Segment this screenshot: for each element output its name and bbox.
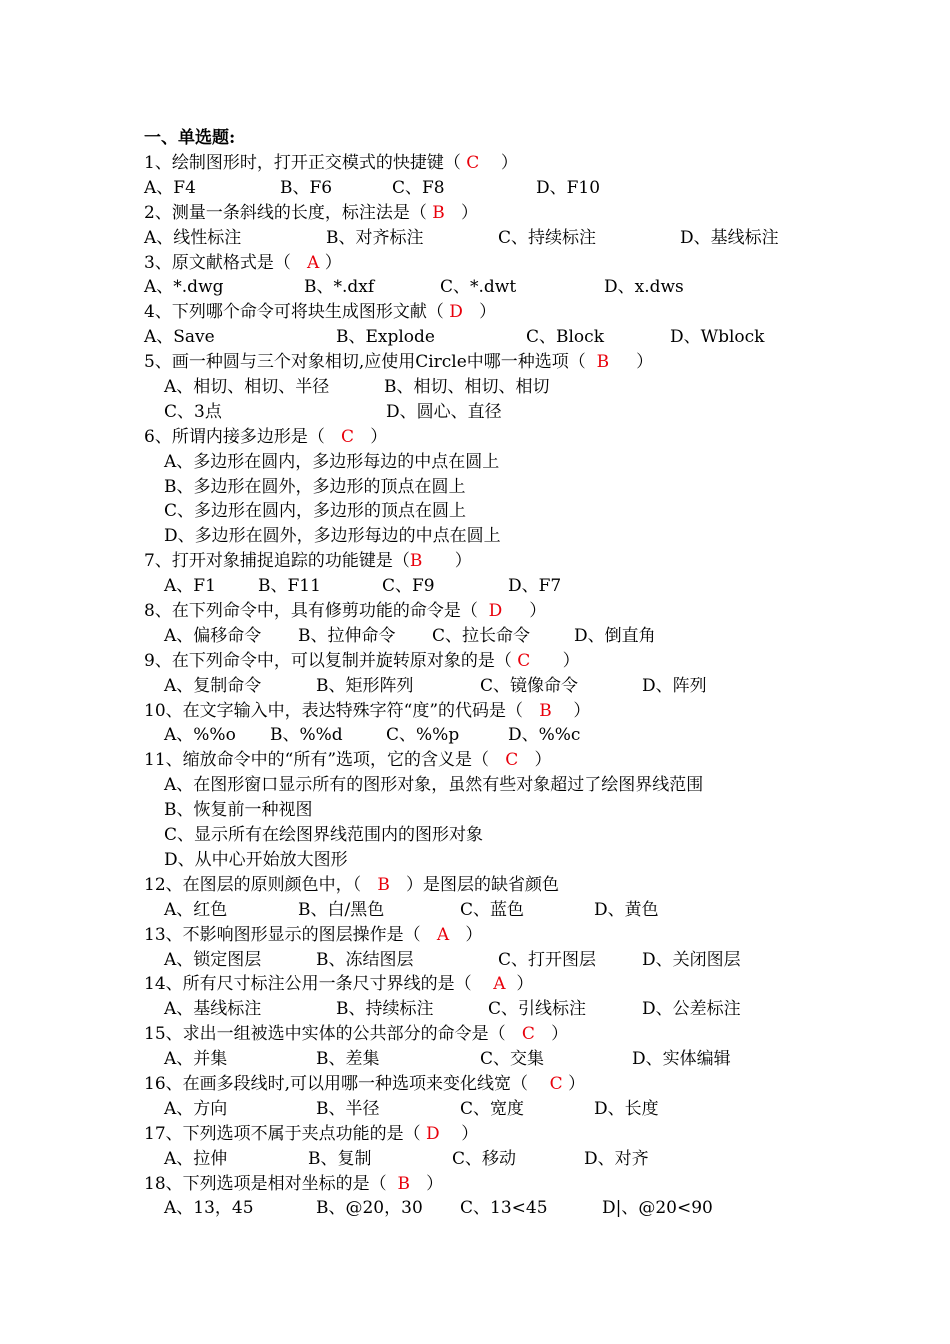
question-text-tail: ） [439,1123,479,1144]
option-text: A、F4 [144,177,196,198]
option-row [144,450,844,475]
question-stem [144,1022,844,1047]
option-text: A、*.dwg [144,277,224,298]
option-text: D、圆心、直径 [386,401,502,422]
option-text: A、偏移命令 [164,625,262,646]
option-row [144,400,844,425]
question-stem [144,425,844,450]
option-text: D、长度 [594,1098,659,1119]
option-text: C、引线标注 [488,999,587,1020]
question-text: 16、在画多段线时,可以用哪一种选项来变化线宽（ [144,1073,550,1094]
option-text: B、相切、相切、相切 [384,377,550,398]
option-text: C、3点 [164,401,222,422]
option-text: D、从中心开始放大图形 [164,849,348,870]
option-text: D|、@20<90 [602,1198,713,1219]
answer-mark: A [307,252,320,273]
question-text-tail: ） [609,352,654,373]
question-text-tail: ） [409,1173,444,1194]
option-row [144,325,844,350]
option-row [144,475,844,500]
option-row [144,948,844,973]
option-text: B、F6 [280,177,333,198]
question-text-tail: ）是图层的缺省颜色 [389,874,560,895]
option-text: A、复制命令 [164,675,262,696]
option-text: C、%%p [386,725,460,746]
answer-mark: B [397,1173,410,1194]
question-stem [144,1122,844,1147]
question-text-tail: ） [479,153,518,173]
option-text: B、半径 [316,1098,380,1119]
option-row [144,574,844,599]
question-text: 13、不影响图形显示的图层操作是（ [144,924,437,945]
option-text: D、对齐 [584,1148,649,1169]
question-text-tail: ） [462,302,497,323]
option-row [144,1147,844,1172]
question-text: 15、求出一组被选中实体的公共部分的命令是（ [144,1024,522,1045]
option-text: A、并集 [164,1049,228,1070]
question-text: 4、下列哪个命令可将块生成图形文献（ [144,302,450,323]
option-row [144,524,844,549]
option-text: B、%%d [270,725,343,746]
option-text: D、F10 [536,177,601,198]
option-row [144,823,844,848]
option-row [144,1047,844,1072]
option-text: B、对齐标注 [326,227,424,248]
option-row [144,624,844,649]
option-text: B、Explode [336,327,435,348]
option-text: B、持续标注 [336,999,434,1020]
question-stem [144,923,844,948]
question-text: 7、打开对象捕捉追踪的功能键是（ [144,551,410,572]
question-text-tail: ） [518,750,552,771]
question-text: 18、下列选项是相对坐标的是（ [144,1173,398,1194]
question-stem [144,972,844,997]
answer-mark: A [436,924,450,945]
question-text: 9、在下列命令中，可以复制并旋转原对象的是（ [144,650,518,671]
question-text-tail: ） [319,252,342,273]
question-text: 5、画一种圆与三个对象相切,应使用Circle中哪一种选项（ [144,352,597,373]
answer-mark: D [426,1123,440,1144]
question-text: 2、测量一条斜线的长度，标注法是（ [144,202,433,223]
option-text: B、矩形阵列 [316,675,414,696]
option-row [144,176,844,201]
option-text: C、13<45 [460,1198,548,1219]
option-text: D、Wblock [670,327,765,348]
option-text: C、Block [526,327,604,348]
option-text: A、%%o [164,725,236,746]
option-text: A、F1 [164,576,216,597]
option-text: C、交集 [480,1049,545,1070]
option-text: D、倒直角 [574,625,656,646]
question-text: 10、在文字输入中，表达特殊字符“度”的代码是（ [144,700,540,721]
option-text: A、拉伸 [164,1148,228,1169]
question-text: 14、所有尺寸标注公用一条尺寸界线的是（ [144,974,494,995]
option-text: A、多边形在圆内，多边形每边的中点在圆上 [164,451,500,472]
question-stem [144,201,844,226]
answer-mark: D [488,601,503,622]
question-stem [144,1172,844,1197]
option-text: A、线性标注 [144,227,242,248]
question-text: 3、原文献格式是（ [144,252,308,273]
option-text: A、基线标注 [164,999,262,1020]
question-text-tail: ） [444,202,478,223]
answer-mark: C [517,650,531,671]
option-row [144,275,844,300]
answer-mark: B [432,202,445,223]
option-text: B、差集 [316,1049,380,1070]
question-text: 1、绘制图形时，打开正交模式的快捷键（ [144,153,467,173]
option-text: B、复制 [308,1148,372,1169]
option-text: A、相切、相切、半径 [164,377,330,398]
answer-mark: B [377,874,390,895]
option-text: C、F8 [392,177,445,198]
option-text: D、实体编辑 [632,1049,731,1070]
question-text-tail: ） [530,650,580,671]
option-text: A、13，45 [164,1198,254,1219]
answer-mark: B [539,700,552,721]
question-text-tail: ） [502,601,547,622]
answer-mark: C [505,750,519,771]
question-text-tail: ） [422,551,472,572]
answer-mark: D [449,302,463,323]
document-page [144,126,844,1221]
question-stem [144,251,844,276]
option-text: C、打开图层 [498,949,597,970]
option-text: B、*.dxf [304,277,375,298]
question-stem [144,350,844,375]
answer-mark: B [596,352,610,373]
option-text: B、@20，30 [316,1198,423,1219]
option-row [144,674,844,699]
question-text-tail: ） [562,1073,586,1094]
option-text: B、冻结图层 [316,949,414,970]
option-text: D、基线标注 [680,227,779,248]
option-text: C、*.dwt [440,277,517,298]
option-row [144,798,844,823]
option-text: C、多边形在圆内，多边形的顶点在圆上 [164,501,467,522]
option-row [144,997,844,1022]
question-text: 17、下列选项不属于夹点功能的是（ [144,1123,427,1144]
section-title: 一、单选题: [144,128,236,148]
option-text: B、F11 [258,576,321,597]
question-stem [144,748,844,773]
option-text: C、显示所有在绘图界线范围内的图形对象 [164,825,484,846]
option-row [144,1196,844,1221]
question-stem [144,699,844,724]
answer-mark: C [341,426,355,447]
answer-mark: C [549,1073,563,1094]
question-stem [144,649,844,674]
option-text: A、红色 [164,899,228,920]
option-text: C、蓝色 [460,899,525,920]
question-text: 11、缩放命令中的“所有”选项，它的含义是（ [144,750,506,771]
question-text: 8、在下列命令中，具有修剪功能的命令是（ [144,601,489,622]
question-stem [144,599,844,624]
option-text: D、F7 [508,576,562,597]
option-row [144,499,844,524]
option-row [144,848,844,873]
question-text-tail: ） [534,1024,569,1045]
option-row [144,898,844,923]
option-row [144,375,844,400]
option-row [144,773,844,798]
option-text: C、持续标注 [498,227,597,248]
option-text: D、多边形在圆外，多边形每边的中点在圆上 [164,526,501,547]
question-text-tail: ） [505,974,534,995]
option-text: D、关闭图层 [642,949,741,970]
option-text: C、F9 [382,576,435,597]
question-stem [144,873,844,898]
option-text: D、%%c [508,725,581,746]
option-text: C、移动 [452,1148,517,1169]
question-text-tail: ） [354,426,388,447]
option-text: D、阵列 [642,675,707,696]
question-text-tail: ） [449,924,483,945]
question-stem [144,1072,844,1097]
option-text: A、锁定图层 [164,949,262,970]
option-text: D、公差标注 [642,999,741,1020]
option-row [144,226,844,251]
option-text: D、x.dws [604,277,684,298]
answer-mark: A [493,974,506,995]
answer-mark: C [521,1024,535,1045]
question-stem [144,549,844,574]
question-text-tail: ） [551,700,591,721]
option-text: B、白/黑色 [298,899,385,920]
question-stem [144,151,844,176]
option-text: A、Save [144,327,215,348]
answer-mark: C [466,153,480,173]
option-text: D、黄色 [594,899,659,920]
option-text: B、多边形在圆外，多边形的顶点在圆上 [164,476,466,497]
option-row [144,1097,844,1122]
answer-mark: B [409,551,423,572]
option-row [144,723,844,748]
question-text: 12、在图层的原则颜色中，（ [144,874,378,895]
question-stem [144,300,844,325]
option-text: B、拉伸命令 [298,625,396,646]
question-list [144,151,844,1221]
question-text: 6、所谓内接多边形是（ [144,426,342,447]
option-text: C、镜像命令 [480,675,579,696]
option-text: A、在图形窗口显示所有的图形对象，虽然有些对象超过了绘图界线范围 [164,775,704,796]
option-text: B、恢复前一种视图 [164,800,313,821]
option-text: C、宽度 [460,1098,525,1119]
option-text: C、拉长命令 [432,625,531,646]
option-text: A、方向 [164,1098,228,1119]
